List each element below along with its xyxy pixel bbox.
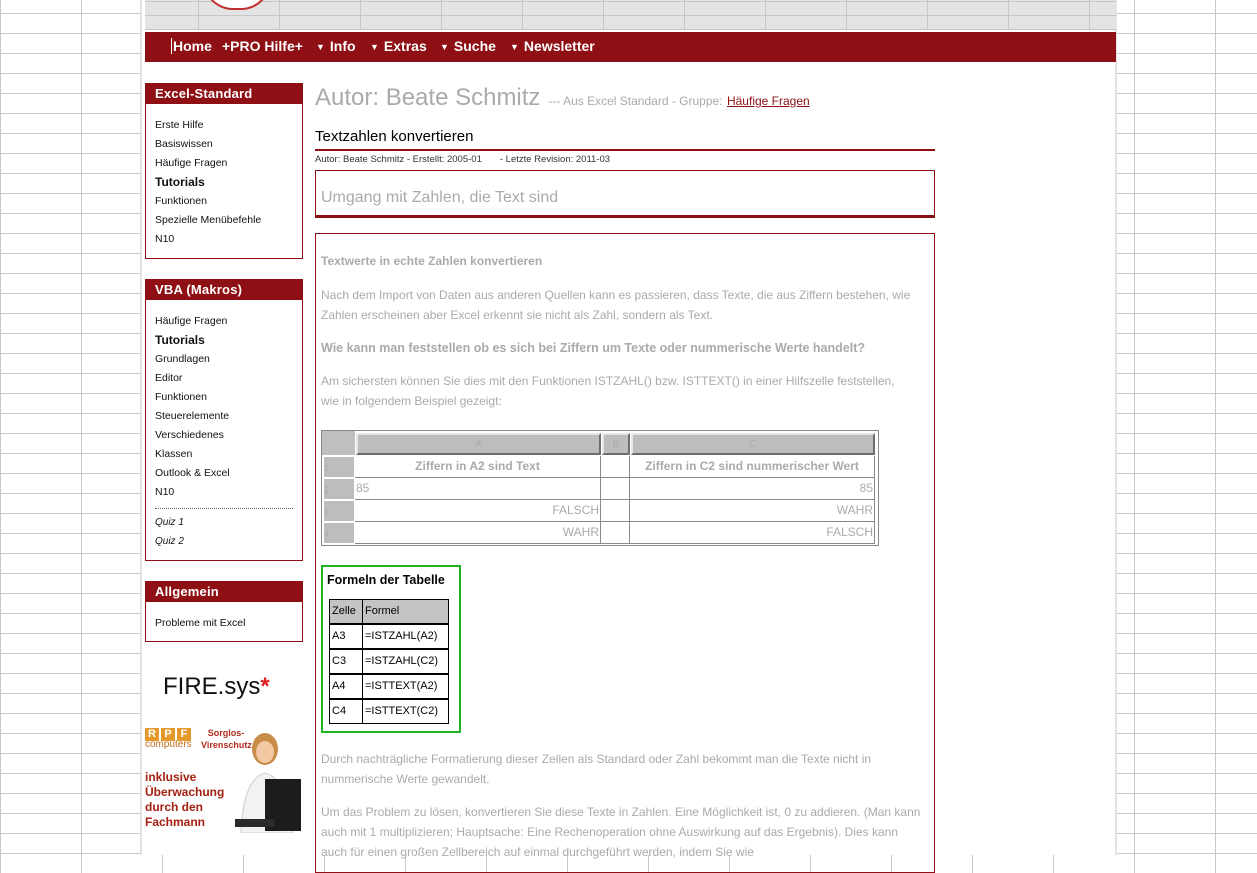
formula-row [330,624,449,649]
source-text: --- Aus Excel Standard - Gruppe: [548,94,723,108]
nav-extras[interactable] [370,38,427,54]
row-header [324,479,354,500]
sidebar-excel-standard [145,83,303,259]
sidebar-item-vba-outlook-excel[interactable]: Outlook & Excel [155,467,230,479]
paragraph-4: Um das Problem zu lösen, konvertieren Sie diese Texte in Zahlen. Eine Möglichkeit ist, 0 zu addieren. (Man kann auch mit 1 multiplizieren; Hauptsache: Eine Rechenoperation ohne Auswirkung auf das Ergebnis). Dies kann auch für einen großen Zellbereich auf einmal durchgeführt werden, indem Sie wie [321,805,921,859]
sidebar-list [146,602,302,633]
meta-created: Autor: Beate Schmitz - Erstellt: 2005-01 [315,154,482,165]
sidebar-item-vba-steuerelemente[interactable]: Steuerelemente [155,410,230,422]
firesys-name: FIRE.sys [163,673,261,700]
sheet-cell-b3[interactable] [601,500,630,522]
paragraph-2: Am sichersten können Sie dies mit den Funktionen ISTZAHL() bzw. ISTTEXT() in einer Hilfszelle feststellen, wie in folgendem Beispiel gezeigt: [321,374,895,408]
ad-line: Fachmann [145,815,206,829]
firesys-ad[interactable] [163,673,270,701]
formula-header-cell: Formel [363,600,449,624]
sidebar-heading: VBA (Makros) [146,280,302,300]
sidebar-item-vba-klassen[interactable]: Klassen [155,448,193,460]
formula-box [321,565,461,733]
column-header[interactable]: C [631,433,875,455]
sidebar-heading: Excel-Standard [146,84,302,104]
nav-info[interactable] [316,38,356,54]
sheet-cell-a2[interactable]: 85 [355,478,601,500]
sidebar-item-basiswissen[interactable]: Basiswissen [155,138,213,150]
nav-home[interactable] [171,38,212,54]
rpf-ad-banner[interactable] [145,727,301,835]
sidebar-allgemein [145,581,303,642]
sheet-cell-b2[interactable] [601,478,630,500]
sidebar-item-vba-haeufige-fragen[interactable]: Häufige Fragen [155,315,228,327]
subheading-box [315,170,935,218]
sheet-cell-c1[interactable]: Ziffern in C2 sind nummerischer Wert [630,456,875,478]
sheet-cell-b1[interactable] [601,456,630,478]
ad-line: inklusive [145,770,197,784]
sidebar-item-vba-editor[interactable]: Editor [155,372,183,384]
row-header [324,501,354,522]
column-header[interactable]: B [602,433,630,455]
nav-newsletter[interactable] [510,38,595,54]
column-header[interactable]: A [356,433,601,455]
row-header [324,523,354,544]
formula-title: Formeln der Tabelle [327,573,445,587]
sidebar-item-funktionen[interactable]: Funktionen [155,195,207,207]
sidebar-item-erste-hilfe[interactable]: Erste Hilfe [155,119,204,131]
sheet-cell-b4[interactable] [601,522,630,544]
row-header-label: 1 [324,463,330,473]
formula-cell-ref: A3 [330,624,363,649]
sheet-cell-c4[interactable]: FALSCH [630,522,875,544]
nav-suche[interactable] [440,38,496,54]
sidebar-item-quiz-1[interactable]: Quiz 1 [155,517,184,528]
rpf-logo-letter: F [177,728,191,741]
meta-revised: - Letzte Revision: 2011-03 [499,154,611,165]
formula-cell-ref: C3 [330,649,363,674]
sidebar-divider [155,508,293,509]
nav-newsletter-label: Newsletter [523,38,595,54]
article-title: Textzahlen konvertieren [315,128,474,145]
sidebar-item-haeufige-fragen[interactable]: Häufige Fragen [155,157,228,169]
formula-cell-ref: C4 [330,699,363,724]
sheet-cell-c2[interactable]: 85 [630,478,875,500]
sheet-corner [322,431,355,455]
formula-cell-formula: =ISTTEXT(A2) [363,674,449,699]
ad-line: durch den [145,800,204,814]
paragraph-3: Durch nachträgliche Formatierung dieser Zellen als Standard oder Zahl bekommt man die Texte nicht in nummerische Werte gewandelt. [321,752,872,786]
nav-pro-hilfe[interactable] [222,38,303,54]
title-divider [315,149,935,151]
formula-cell-formula: =ISTZAHL(C2) [363,649,449,674]
row-header-label: 3 [324,507,330,517]
row-header-label: 2 [324,485,330,495]
rpf-logo-letter: P [161,728,175,741]
sidebar-list [146,104,302,249]
sidebar-item-quiz-2[interactable]: Quiz 2 [155,536,184,547]
sidebar-heading: Allgemein [146,582,302,602]
header-banner [145,0,1116,30]
content-box [315,233,935,873]
ad-person-image [231,727,301,833]
nav-home-label: Home [173,38,212,54]
main-nav [145,32,1116,62]
sidebar-item-vba-n10[interactable]: N10 [155,486,175,498]
dropdown-arrow-icon: ▼ [440,42,449,52]
sidebar-item-probleme-mit-excel[interactable]: Probleme mit Excel [155,617,246,629]
sidebar-item-spezielle-menuebefehle[interactable]: Spezielle Menübefehle [155,214,262,226]
rpf-logo-sub: computers [145,739,192,750]
author-heading [315,84,810,112]
dropdown-arrow-icon: ▼ [370,42,379,52]
rpf-logo-letter: R [145,728,159,741]
nav-pro-hilfe-label: +PRO Hilfe+ [222,38,303,54]
formula-cell-formula: =ISTTEXT(C2) [363,699,449,724]
sidebar-vba [145,279,303,561]
sample-sheet [321,430,879,546]
section-title: Textwerte in echte Zahlen konvertieren [321,254,543,268]
formula-row [330,674,449,699]
formula-cell-formula: =ISTZAHL(A2) [363,624,449,649]
formula-header-cell: Zelle [330,600,363,624]
sidebar-item-tutorials[interactable]: Tutorials [155,175,205,189]
sheet-cell-c3[interactable]: WAHR [630,500,875,522]
firesys-star-icon: * [260,673,270,700]
article-meta [315,154,610,165]
row-header [324,457,354,478]
nav-info-label: Info [329,38,356,54]
group-link[interactable]: Häufige Fragen [726,94,810,108]
sheet-cell-a3[interactable]: FALSCH [355,500,601,522]
sidebar-item-vba-tutorials[interactable]: Tutorials [155,333,205,347]
sidebar-item-n10[interactable]: N10 [155,233,175,245]
ad-sorglos-label: Sorglos-Virenschutz [201,728,252,750]
paragraph-1: Nach dem Import von Daten aus anderen Quellen kann es passieren, dass Texte, die aus Ziffern bestehen, wie Zahlen erscheinen aber Excel erkennt sie nicht als Zahl, sondern als Text. [321,288,911,322]
sidebar-item-vba-verschiedenes[interactable]: Verschiedenes [155,429,224,441]
sidebar-list [146,300,302,551]
formula-header-row [330,600,449,624]
sheet-cell-a4[interactable]: WAHR [355,522,601,544]
subheading: Umgang mit Zahlen, die Text sind [321,189,559,206]
row-header-label: 4 [324,529,330,539]
dropdown-arrow-icon: ▼ [510,42,519,52]
nav-suche-label: Suche [453,38,496,54]
sidebar-item-vba-funktionen[interactable]: Funktionen [155,391,207,403]
ad-text [145,770,224,830]
question-heading: Wie kann man feststellen ob es sich bei Ziffern um Texte oder nummerische Werte handelt? [321,341,866,355]
sheet-cell-a1[interactable]: Ziffern in A2 sind Text [355,456,601,478]
sidebar-item-vba-grundlagen[interactable]: Grundlagen [155,353,210,365]
nav-extras-label: Extras [383,38,427,54]
formula-cell-ref: A4 [330,674,363,699]
site-logo[interactable] [203,0,271,10]
formula-row [330,699,449,724]
page-container [140,0,1117,859]
formula-table [329,599,449,724]
formula-row [330,649,449,674]
author-name: Autor: Beate Schmitz [315,84,541,111]
ad-line: Überwachung [145,785,225,799]
dropdown-arrow-icon: ▼ [316,42,325,52]
